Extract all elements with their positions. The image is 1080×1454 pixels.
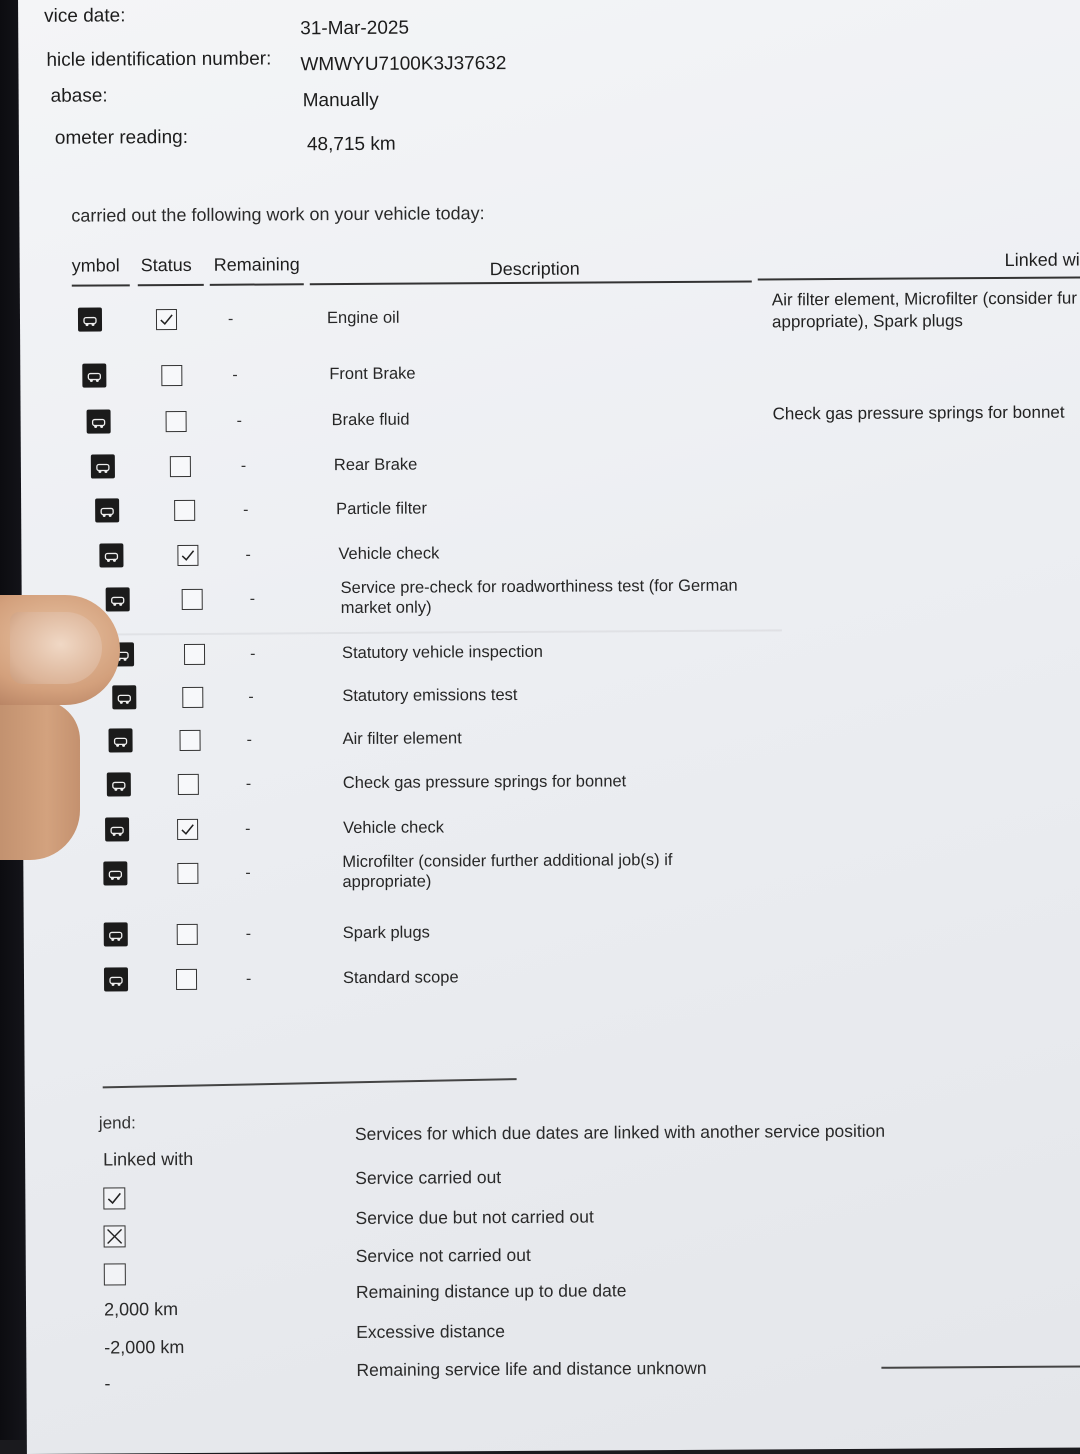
column-header-symbol: ymbol <box>71 255 120 276</box>
status-empty-box <box>179 730 200 751</box>
table-row <box>22 718 1080 765</box>
column-rule-linked <box>758 276 1080 280</box>
legend-meaning-text: Remaining service life and distance unknown <box>356 1357 707 1380</box>
legend-symbol-text: - <box>104 1373 111 1394</box>
thumbnail-nail <box>10 612 102 684</box>
emissions-icon <box>112 685 136 709</box>
description-text: Vehicle check <box>338 544 440 564</box>
remaining-value: - <box>243 501 249 519</box>
linked-with-text: Check gas pressure springs for bonnet <box>772 402 1065 424</box>
description-text: Service pre-check for roadworthiness test (for German market only) <box>340 576 738 618</box>
description-text: Engine oil <box>326 308 400 328</box>
status-checked-box <box>177 819 198 840</box>
column-rule-symbol <box>72 284 130 286</box>
remaining-value: - <box>227 310 234 328</box>
description-text: Particle filter <box>336 499 427 519</box>
car-icon <box>104 967 128 991</box>
column-rule-status <box>138 284 204 286</box>
tools-icon <box>107 772 131 796</box>
remaining-value: - <box>249 645 256 663</box>
legend-box-cross <box>104 1225 126 1247</box>
status-empty-box <box>161 365 182 386</box>
status-empty-box <box>178 774 199 795</box>
remaining-value: - <box>245 546 251 564</box>
signature-line <box>881 1365 1080 1368</box>
status-checked-box <box>177 545 198 566</box>
remaining-value: - <box>245 925 252 943</box>
status-empty-box <box>177 924 198 945</box>
vehicle-check-icon <box>99 543 123 567</box>
legend-meaning-text: Services for which due dates are linked with another service position <box>354 1120 886 1144</box>
remaining-value: - <box>249 590 256 608</box>
legend-divider <box>103 1078 517 1088</box>
database-label: abase: <box>50 85 108 107</box>
odometer-label: ometer reading: <box>54 126 189 149</box>
table-row <box>22 577 1080 624</box>
status-checked-box <box>156 309 177 330</box>
remaining-value: - <box>232 366 238 384</box>
table-row <box>21 488 1080 535</box>
table-row <box>23 807 1080 854</box>
status-empty-box <box>182 687 203 708</box>
table-row <box>22 675 1080 722</box>
microfilter-icon <box>103 861 127 885</box>
engine-oil-icon <box>78 307 102 331</box>
remaining-value: - <box>245 820 251 838</box>
legend-meaning-text: Service due but not carried out <box>355 1206 594 1228</box>
table-row <box>21 399 1080 446</box>
table-row <box>21 444 1080 491</box>
status-empty-box <box>166 411 187 432</box>
description-text: Front Brake <box>329 364 416 384</box>
legend-meaning-text: Excessive distance <box>356 1321 506 1342</box>
legend-title: jend: <box>98 1113 136 1133</box>
table-row <box>20 353 1080 400</box>
odometer-value: 48,715 km <box>306 133 396 156</box>
legend-meaning-text: Remaining distance up to due date <box>355 1280 627 1302</box>
linked-with-text: Air filter element, Microfilter (consider fur appropriate), Spark plugs <box>771 288 1078 332</box>
legend-meaning-text: Service not carried out <box>355 1244 531 1266</box>
database-value: Manually <box>302 89 379 112</box>
pre-check-icon <box>106 587 130 611</box>
status-empty-box <box>170 456 191 477</box>
description-text: Standard scope <box>342 968 459 988</box>
remaining-value: - <box>248 688 254 706</box>
description-text: Vehicle check <box>343 818 445 838</box>
table-row <box>23 762 1080 809</box>
table-row <box>24 957 1080 1004</box>
legend-box-check <box>103 1187 125 1209</box>
table-row <box>20 288 1080 344</box>
legend-box-empty <box>104 1263 126 1285</box>
service-date-value: 31-Mar-2025 <box>300 17 410 40</box>
service-date-label: vice date: <box>44 5 126 27</box>
vehicle-check-icon <box>105 817 129 841</box>
column-header-description: Description <box>489 258 580 280</box>
description-text: Rear Brake <box>333 455 418 475</box>
description-text: Statutory vehicle inspection <box>341 642 543 663</box>
remaining-value: - <box>236 412 242 430</box>
air-filter-icon <box>108 728 132 752</box>
status-empty-box <box>182 589 203 610</box>
finger <box>0 700 80 860</box>
column-header-remaining: Remaining <box>213 254 300 275</box>
service-report-sheet <box>18 0 1080 1454</box>
status-empty-box <box>176 969 197 990</box>
column-rule-description <box>310 281 752 286</box>
status-empty-box <box>184 644 205 665</box>
status-empty-box <box>177 863 198 884</box>
description-text: Check gas pressure springs for bonnet <box>342 772 627 793</box>
remaining-value: - <box>245 970 252 988</box>
rear-brake-icon <box>91 454 115 478</box>
remaining-value: - <box>245 864 251 882</box>
table-row <box>23 851 1080 898</box>
legend-meaning-text: Service carried out <box>355 1167 502 1188</box>
legend-symbol-text: Linked with <box>103 1148 194 1170</box>
front-brake-icon <box>82 363 106 387</box>
description-text: Microfilter (consider further additional job(s) if appropriate) <box>342 851 673 892</box>
legend-symbol-text: 2,000 km <box>103 1299 179 1320</box>
status-empty-box <box>174 500 195 521</box>
legend-symbol-text: -2,000 km <box>104 1337 185 1358</box>
remaining-value: - <box>246 731 252 749</box>
column-header-status: Status <box>140 254 192 276</box>
spark-plug-icon <box>104 922 128 946</box>
brake-fluid-icon <box>87 409 111 433</box>
table-row <box>24 912 1080 959</box>
description-text: Spark plugs <box>342 923 430 943</box>
column-header-linked: Linked wi <box>1004 249 1080 270</box>
table-row <box>22 632 1080 679</box>
work-intro-text: carried out the following work on your vehicle today: <box>71 203 485 226</box>
remaining-value: - <box>245 775 252 793</box>
column-rule-remaining <box>210 283 304 286</box>
vin-value: WMWYU7100K3J37632 <box>300 53 507 76</box>
table-row <box>21 533 1080 580</box>
description-text: Brake fluid <box>331 410 410 430</box>
particle-filter-icon <box>95 498 119 522</box>
description-text: Statutory emissions test <box>342 685 518 706</box>
description-text: Air filter element <box>342 729 462 749</box>
vin-label: hicle identification number: <box>46 48 272 71</box>
remaining-value: - <box>240 457 247 475</box>
